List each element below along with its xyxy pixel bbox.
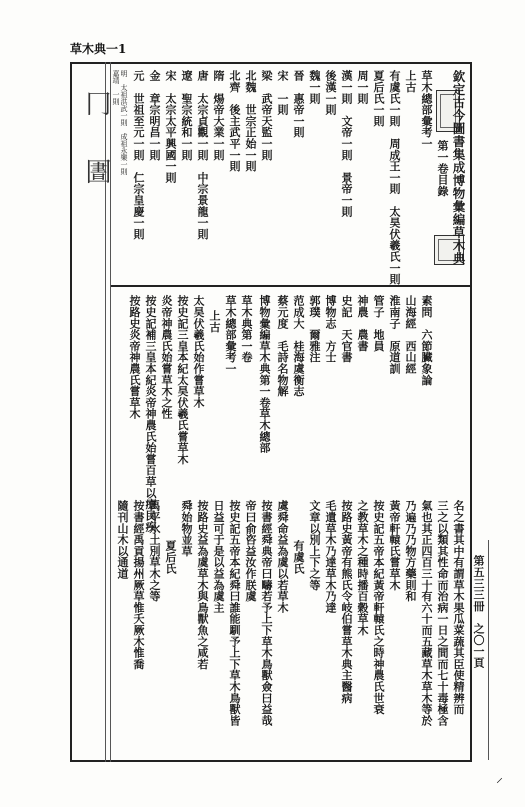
body-column: 按路史益為虞草木與鳥獸魚之咸若 — [196, 500, 209, 670]
frame-bottom — [70, 760, 470, 762]
body-column: 舜始物並草 — [180, 500, 193, 557]
middle-heading: 太昊伏羲氏始作嘗草木 — [192, 295, 205, 408]
body-column: 帝曰俞咨益汝作朕虞 — [244, 500, 257, 602]
list-item: 金 章宗明昌一則 — [148, 70, 161, 161]
list-item: 後漢一則 — [324, 70, 337, 116]
middle-heading: 上古 — [208, 310, 221, 333]
list-item: 夏后氏一則 — [372, 70, 385, 127]
middle-heading: 按路史炎帝神農氏嘗草木 — [128, 295, 141, 420]
body-column: 日益可于是以益為虞主 — [212, 500, 225, 613]
list-item: 漢一則 文帝一則 景帝一則 — [340, 70, 353, 217]
body-column: 有虞氏 — [292, 540, 305, 574]
ref-item: 素問 六節臟象論 — [420, 295, 433, 386]
body-column: 按書經舜典帝曰疇若予上下草木鳥獸僉曰益哉 — [260, 500, 273, 726]
ref-item: 淮南子 原道訓 — [388, 295, 401, 375]
body-column: 文章以別上下之等 — [308, 500, 321, 591]
middle-heading: 草木典第一卷 — [240, 295, 253, 363]
middle-heading: 炎帝神農氏始嘗草木之性 — [160, 295, 173, 420]
list-item: 宋 太宗太平興國一則 — [164, 70, 177, 183]
ref-item: 蔡元度 毛詩名物解 — [276, 295, 289, 397]
frame-left — [70, 62, 72, 762]
volume-label: 第一卷目錄 — [436, 140, 449, 197]
ref-item: 神農 農書 — [356, 295, 369, 352]
list-item: 遼 聖宗統和一則 — [180, 70, 193, 161]
body-column: 乃遍乃乃物方藥則和 — [404, 500, 417, 602]
list-item: 隋 煬帝大業一則 — [212, 70, 225, 161]
middle-heading: 按史記三皇本紀太昊伏羲氏嘗草木 — [176, 295, 189, 465]
footer-rule — [488, 540, 489, 760]
body-column: 黃帝軒轅氏嘗草木 — [388, 500, 401, 591]
ref-item: 史記 天官書 — [340, 295, 353, 363]
body-column: 按史記五帝本紀黃帝軒轅氏之時神農氏世衰 — [372, 500, 385, 715]
frame-top — [70, 62, 470, 64]
body-column: 按路史黃帝有熊氏令岐伯嘗草木典主醫病 — [340, 500, 353, 704]
body-column: 隨刊山木以通道 — [116, 500, 129, 580]
list-item: 魏一則 — [308, 70, 321, 104]
era-heading: 上古 — [404, 70, 417, 93]
ref-item: 管子 地員 — [372, 295, 385, 352]
list-item: 北魏 世宗正始一則 — [244, 70, 257, 172]
ref-item: 郭璞 爾雅注 — [308, 295, 321, 363]
list-item: 晉 惠帝一則 — [292, 70, 305, 138]
body-column: 按書經禹貢揚州厥草惟夭厥木惟喬 — [132, 500, 145, 670]
page-header: 草木典一1 — [70, 42, 127, 56]
ref-item: 范成大 桂海虞衡志 — [292, 295, 305, 397]
gutter-decoration: 冂 圕 — [81, 90, 111, 192]
body-column: 禹平水土別草木之等 — [148, 500, 161, 602]
list-item: 唐 太宗貞觀一則 中宗景龍一則 — [196, 70, 209, 240]
list-item: 北齊 後主武平一則 — [228, 70, 241, 172]
corner-mark: ⸝ — [496, 770, 503, 786]
list-item: 元 世祖至元一則 仁宗皇慶一則 — [132, 70, 145, 240]
ref-item: 山海經 西山經 — [404, 295, 417, 375]
section-heading: 草木總部彙考一 — [420, 70, 433, 150]
body-column: 三之以類其性命而治病一日之間而七十毒極含 — [436, 500, 449, 726]
body-column: 名之書其中有謂草木果瓜菜蔬其臣使精辨而 — [452, 500, 465, 715]
body-column: 氣也其正四百三十有六十而五藏草木草木等於 — [420, 500, 433, 726]
half-divider — [110, 285, 470, 287]
list-item: 明 太祖洪武一則 成祖永樂一則 — [120, 70, 128, 175]
body-column: 之教草木之種時播百穀草木 — [356, 500, 369, 636]
body-column: 按史記五帝本紀舜曰誰能馴予上下草木鳥獸皆 — [228, 500, 241, 726]
list-item: 有虞氏一則 周成王一則 太昊伏羲氏一則 — [388, 70, 401, 285]
middle-heading: 草木總部彙考一 — [224, 295, 237, 375]
middle-heading: 博物彙編草木典第一卷草木總部 — [258, 295, 271, 454]
body-column: 毛遺草木乃達草木乃達 — [324, 500, 337, 613]
middle-heading: 按史記補三皇本紀炎帝神農氏始嘗百草以療民疾 — [144, 295, 157, 533]
page-footer: 第五三三冊 之〇一頁 — [472, 555, 485, 668]
ref-item: 博物志 方士 — [324, 295, 337, 363]
list-item: 嘉靖 一則 — [112, 70, 120, 105]
body-column: 虞舜命益為虞以若草木 — [276, 500, 289, 613]
list-item: 梁 武帝天監一則 — [260, 70, 273, 161]
list-item: 周一則 — [356, 70, 369, 104]
list-item: 宋 一則 — [276, 70, 289, 116]
title-line: 欽定古今圖書集成博物彙編草木典 — [451, 70, 466, 265]
body-column: 夏后氏 — [164, 540, 177, 574]
